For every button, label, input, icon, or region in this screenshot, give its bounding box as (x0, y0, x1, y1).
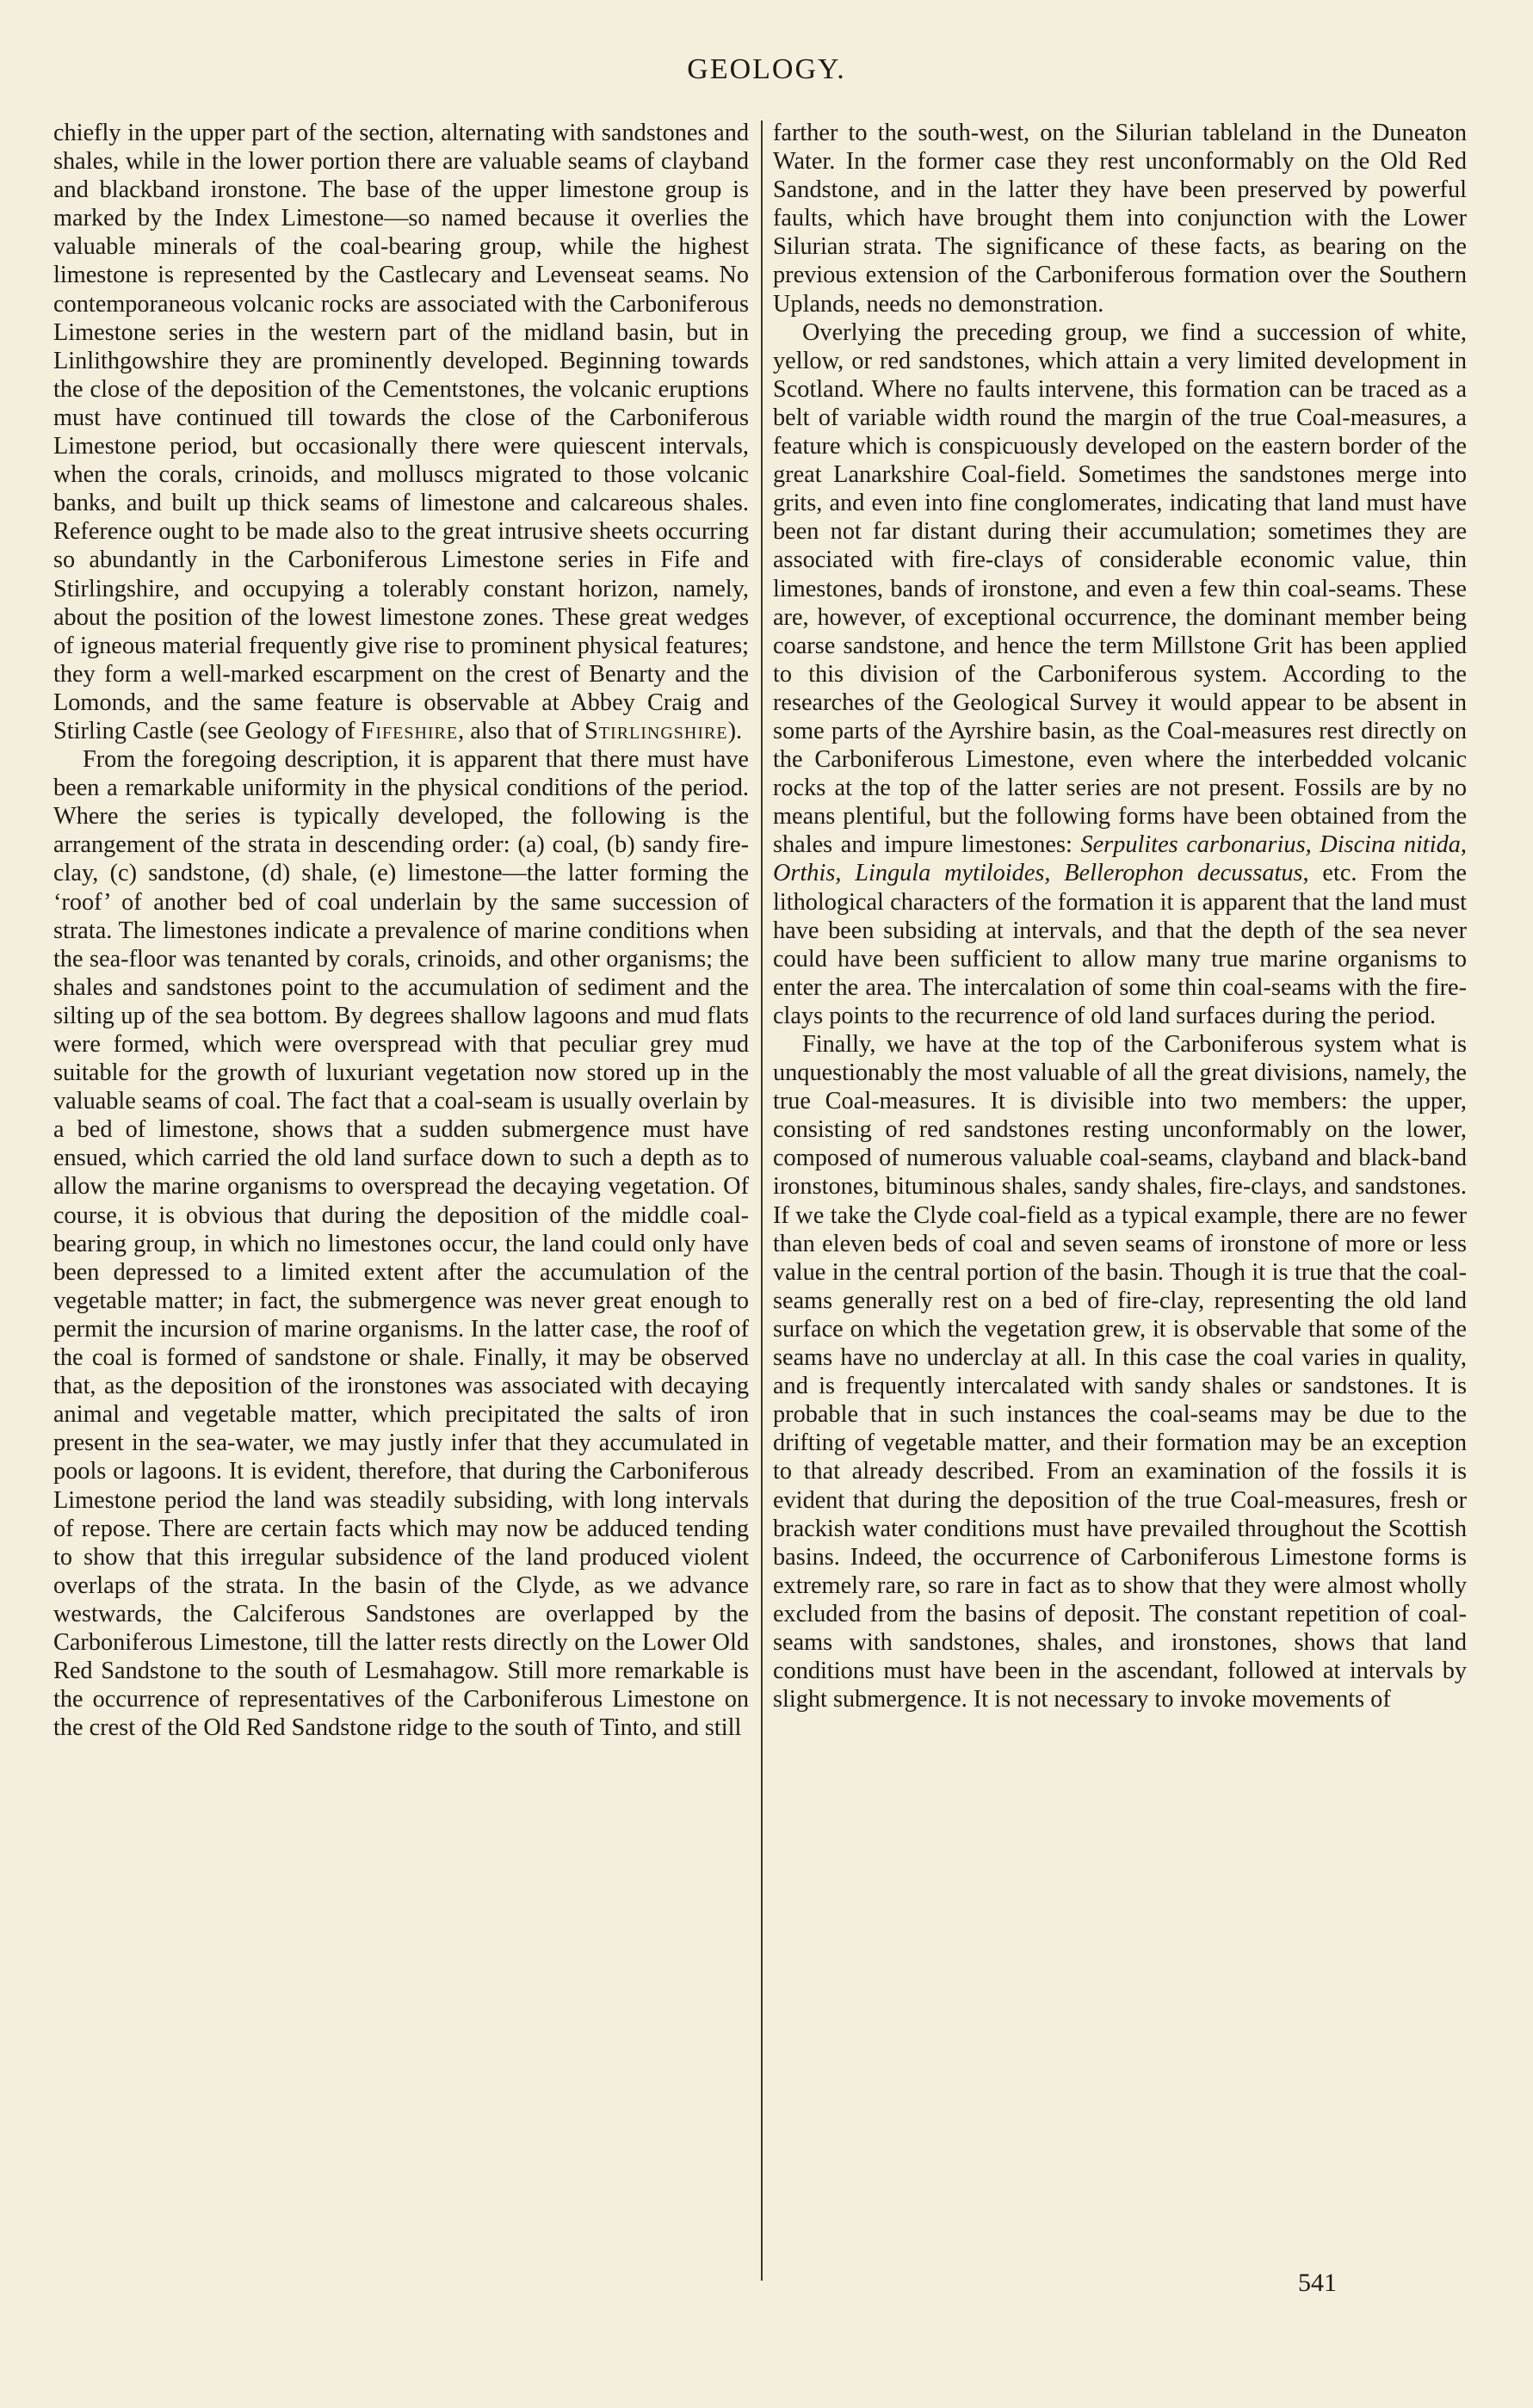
cross-reference: Fifeshire (361, 717, 459, 744)
paragraph (53, 119, 749, 745)
paragraph-text: ). (727, 717, 743, 744)
fossil-list: Serpulites carbonarius, Discina nitida, Orthis, Lingula mytiloides, Bellerophon decussatus (773, 831, 1467, 887)
paragraph: From the foregoing description, it is apparent that there must have been a remarkable uniformity in the physical conditions of the period. Where the series is typically developed, the following is the arrangement of the strata in descending order: (a) coal, (b) sandy fire-clay, (c) sandstone, (d) shale, (e) limestone—the latter forming the ‘roof’ of another bed of coal underlain by the same succession of strata. The limestones indicate a prevalence of marine conditions when the sea-floor was tenanted by corals, crinoids, and other organisms; the shales and sandstones point to the accumulation of sediment and the silting up of the sea bottom. By degrees shallow lagoons and mud flats were formed, which were overspread with that peculiar grey mud suitable for the growth of luxuriant vegetation now stored up in the valuable seams of coal. The fact that a coal-seam is usually overlain by a bed of limestone, shows that a sudden submergence must have ensued, which carried the old land surface down to such a depth as to allow the marine organisms to overspread the decaying vegetation. Of course, it is obvious that during the deposition of the middle coal-bearing group, in which no limestones occur, the land could only have been depressed to a limited extent after the accumulation of the vegetable matter; in fact, the submergence was never great enough to permit the incursion of marine organisms. In the latter case, the roof of the coal is formed of sandstone or shale. Finally, it may be observed that, as the deposition of the ironstones was associated with decaying animal and vegetable matter, which precipitated the salts of iron present in the sea-water, we may justly infer that they accumulated in pools or lagoons. It is evident, therefore, that during the Carboniferous Limestone period the land was steadily subsiding, with long intervals of repose. There are certain facts which may now be adduced tending to show that this irregular subsidence of the land produced violent overlaps of the strata. In the basin of the Clyde, as we advance westwards, the Calciferous Sandstones are overlapped by the Carboniferous Limestone, till the latter rests directly on the Lower Old Red Sandstone to the south of Lesmahagow. Still more remarkable is the occurrence of representatives of the Carboniferous Limestone on the crest of the Old Red Sandstone ridge to the south of Tinto, and still (53, 746, 749, 1742)
cross-reference: Stirlingshire (584, 717, 728, 744)
paragraph: Finally, we have at the top of the Carboniferous system what is unquestionably the most valuable of all the great divisions, namely, the true Coal-measures. It is divisible into two members: the upper, consisting of red sandstones resting unconformably on the lower, composed of numerous valuable coal-seams, clayband and black-band ironstones, bituminous shales, sandy shales, fire-clays, and sandstones. If we take the Clyde coal-field as a typical example, there are no fewer than eleven beds of coal and seven seams of ironstone of more or less value in the central portion of the basin. Though it is true that the coal-seams generally rest on a bed of fire-clay, representing the old land surface on which the vegetation grew, it is observable that some of the seams have no underclay at all. In this case the coal varies in quality, and is frequently intercalated with sandy shales or sandstones. It is probable that in such instances the coal-seams may be due to the drifting of vegetable matter, and their formation may be an exception to that already described. From an examination of the fossils it is evident that during the deposition of the true Coal-measures, fresh or brackish water conditions must have prevailed throughout the Scottish basins. Indeed, the occurrence of Carboniferous Limestone forms is extremely rare, so rare in fact as to show that they were almost wholly excluded from the basins of deposit. The constant repetition of coal-seams with sandstones, shales, and ironstones, shows that land conditions must have been in the ascendant, followed at intervals by slight submergence. It is not necessary to invoke movements of (773, 1031, 1467, 1713)
column-rule (761, 120, 763, 2281)
paragraph (773, 318, 1467, 1030)
paragraph-text: , etc. From the lithological characters of the formation it is apparent that the land must have been subsiding at intervals, and that the depth of the sea never could have been sufficient to allow many true marine organisms to enter the area. The intercalation of some thin coal-seams with the fire-clays points to the recurrence of old land surfaces during the period. (773, 860, 1467, 1029)
paragraph-text: chiefly in the upper part of the section, alternating with sandstones and shales, while in the lower portion there are valuable seams of clayband and blackband ironstone. The base of the upper limestone group is marked by the Index Limestone—so named because it overlies the valuable minerals of the coal-bearing group, while the highest limestone is represented by the Castlecary and Levenseat seams. No contemporaneous volcanic rocks are associated with the Carboniferous Limestone series in the western part of the midland basin, but in Linlithgowshire they are prominently developed. Beginning towards the close of the deposition of the Cementstones, the volcanic eruptions must have continued till towards the close of the Carboniferous Limestone period, but occasionally there were quiescent intervals, when the corals, crinoids, and molluscs migrated to those volcanic banks, and built up thick seams of limestone and calcareous shales. Reference ought to be made also to the great intrusive sheets occurring so abundantly in the Carboniferous Limestone series in Fife and Stirlingshire, and occupying a tolerably constant horizon, namely, about the position of the lowest limestone zones. These great wedges of igneous material frequently give rise to prominent physical features; they form a well-marked escarpment on the crest of Benarty and the Lomonds, and the same feature is observable at Abbey Craig and Stirling Castle (see Geology of (53, 120, 749, 744)
left-column (53, 119, 749, 1742)
paragraph-text: Overlying the preceding group, we find a succession of white, yellow, or red sandstones, which attain a very limited development in Scotland. Where no faults intervene, this formation can be traced as a belt of variable width round the margin of the true Coal-measures, a feature which is conspicuously developed on the eastern border of the great Lanarkshire Coal-field. Sometimes the sandstones merge into grits, and even into fine conglomerates, indicating that land must have been not far distant during their accumulation; sometimes they are associated with fire-clays of considerable economic value, thin limestones, bands of ironstone, and even a few thin coal-seams. These are, however, of exceptional occurrence, the dominant member being coarse sandstone, and hence the term Millstone Grit has been applied to this division of the Carboniferous system. According to the researches of the Geological Survey it would appear to be absent in some parts of the Ayrshire basin, as the Coal-measures rest directly on the Carboniferous Limestone, even where the interbedded volcanic rocks at the top of the latter series are not present. Fossils are by no means plentiful, but the following forms have been obtained from the shales and impure limestones: (773, 318, 1467, 859)
page-number: 541 (1298, 2269, 1337, 2297)
running-head: GEOLOGY. (687, 53, 846, 85)
paragraph-text: , also that of (458, 717, 585, 744)
right-column (773, 119, 1467, 1713)
paragraph: farther to the south-west, on the Silurian tableland in the Duneaton Water. In the former case they rest unconformably on the Old Red Sandstone, and in the latter they have been preserved by powerful faults, which have brought them into conjunction with the Lower Silurian strata. The significance of these facts, as bearing on the previous extension of the Carboniferous formation over the Southern Uplands, needs no demonstration. (773, 120, 1467, 318)
